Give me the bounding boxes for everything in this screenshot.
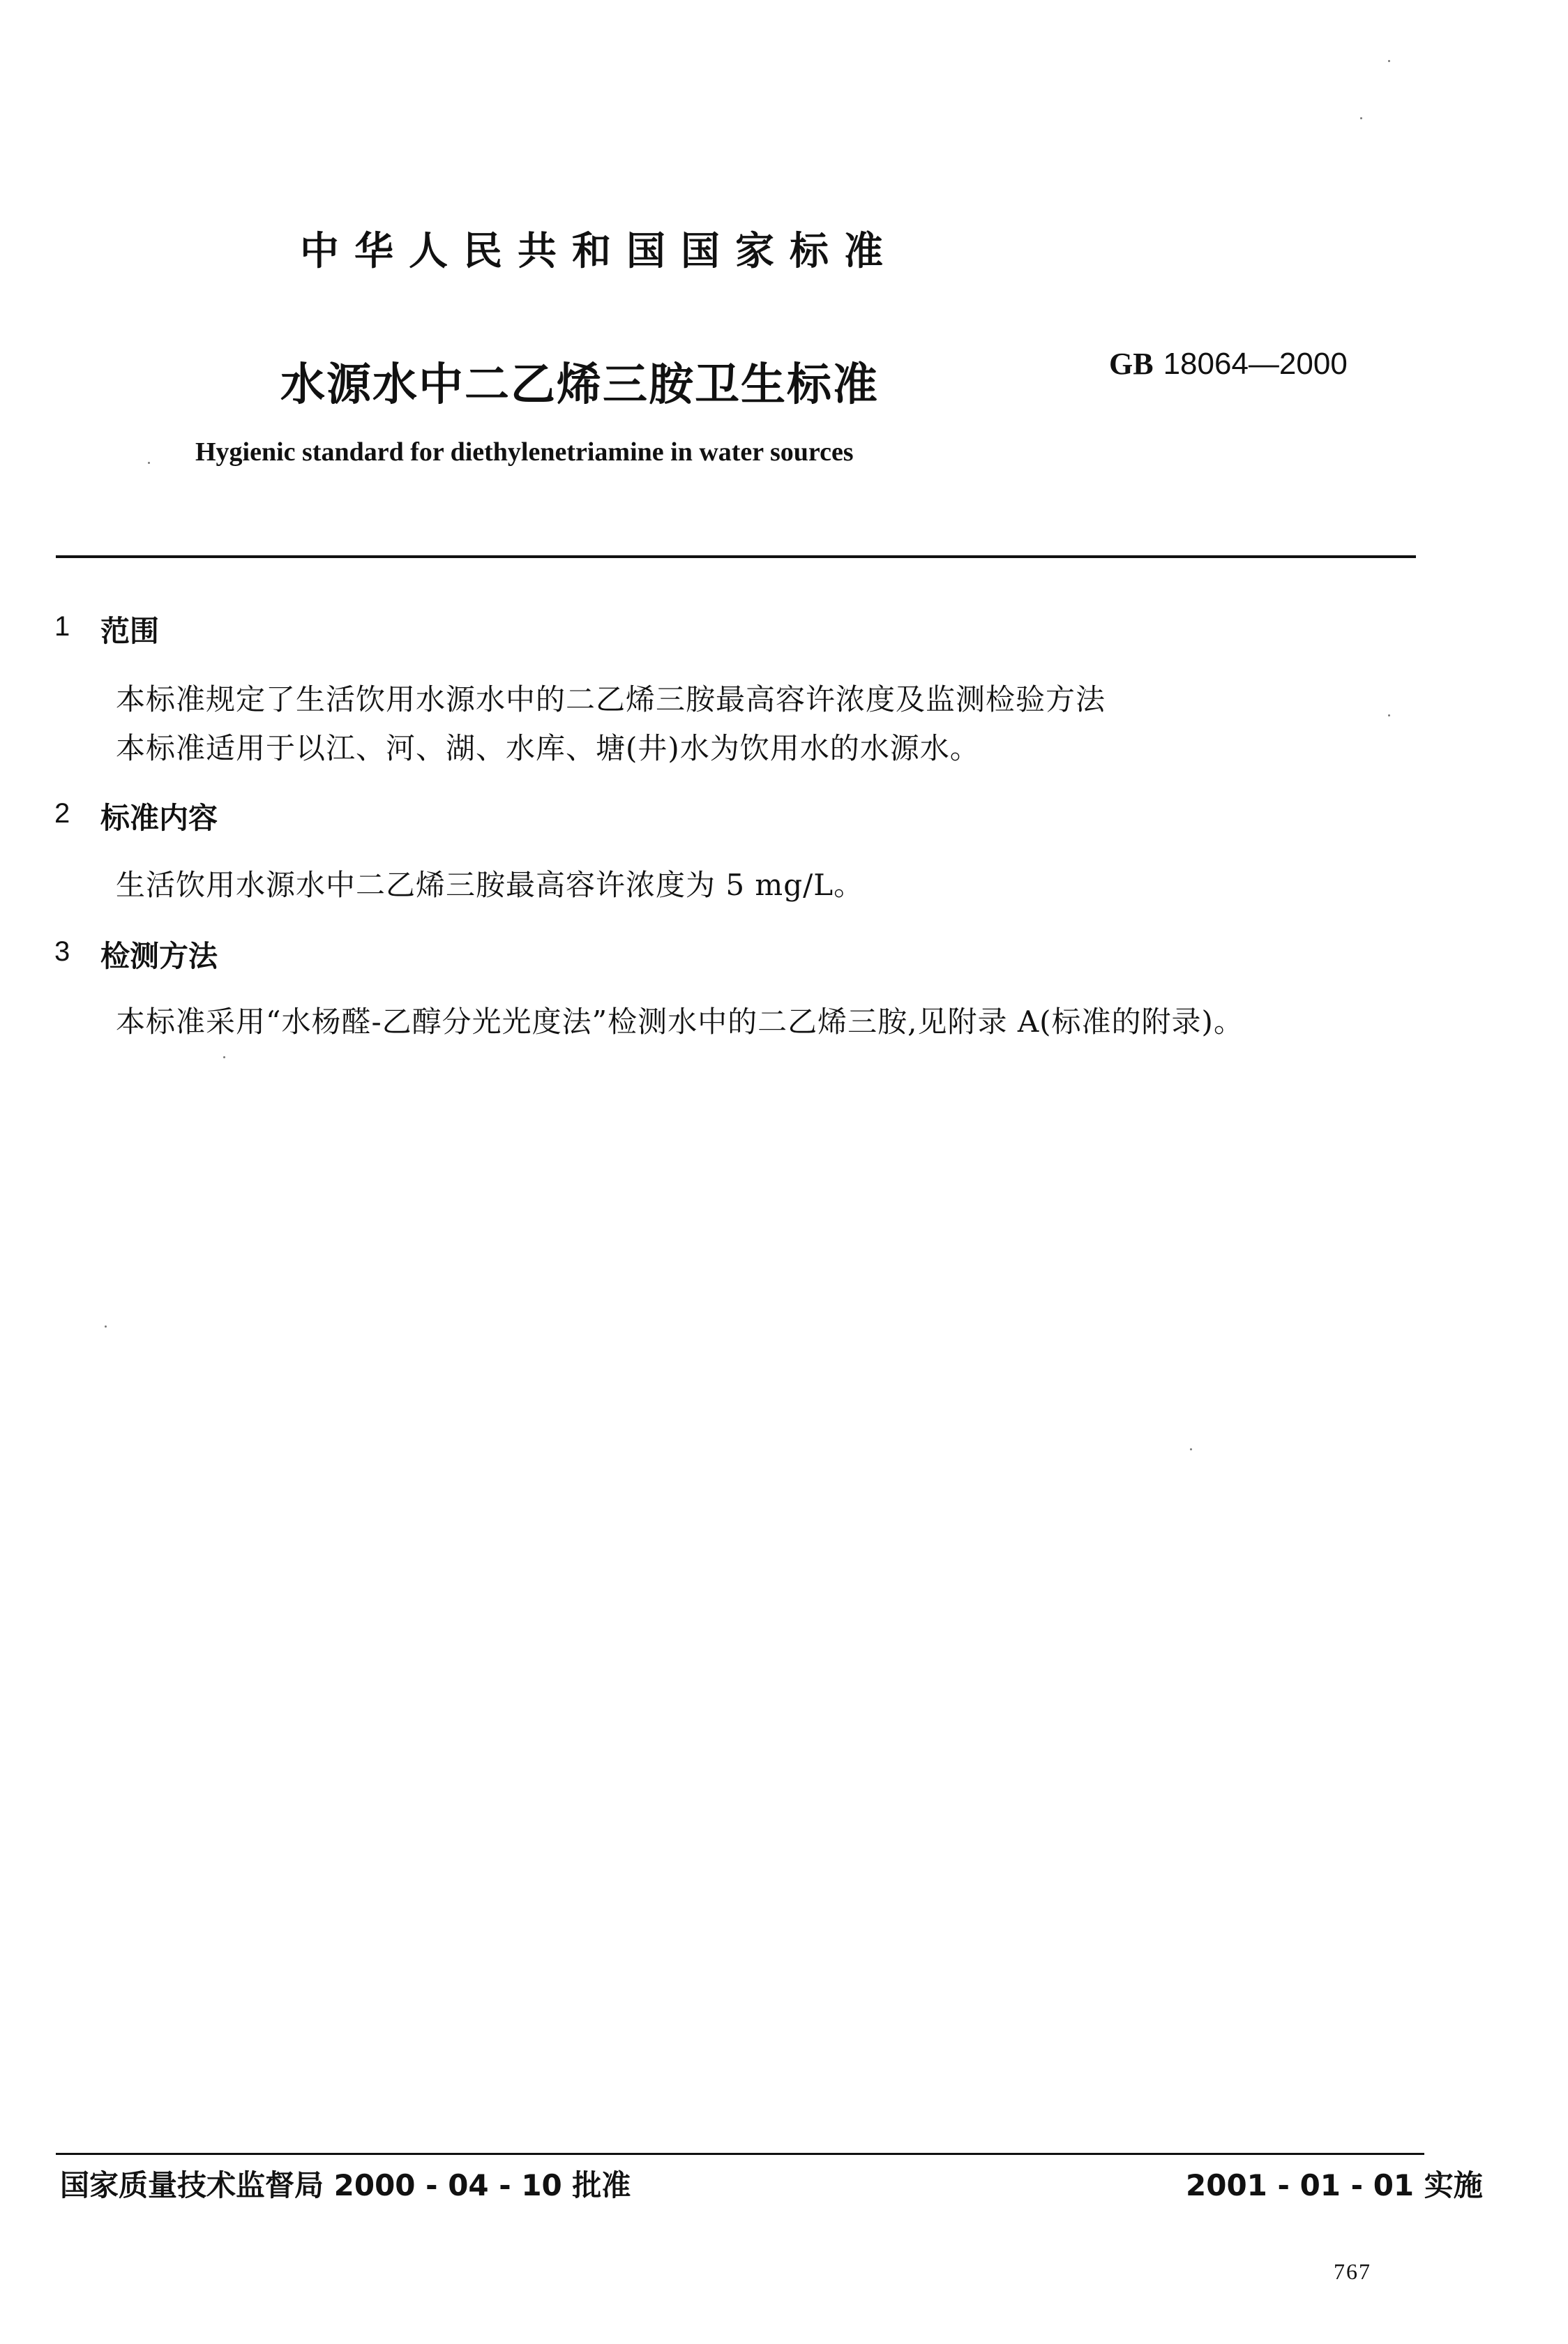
national-standard-heading: 中华人民共和国国家标准 [300,229,898,274]
section-2-paragraph-1: 生活饮用水源水中二乙烯三胺最高容许浓度为 5 mg/L。 [116,868,864,902]
scan-speck [1388,714,1390,716]
footer-divider [56,2153,1424,2155]
page-number: 767 [1334,2259,1371,2284]
standard-title-en: Hygienic standard for diethylenetriamine in water sources [195,437,854,467]
section-1-paragraph-2: 本标准适用于以江、河、湖、水库、塘(井)水为饮用水的水源水。 [116,731,980,765]
scan-speck [105,1325,107,1328]
scan-speck [223,1056,225,1058]
implementation-date: 2001 - 01 - 01 实施 [1186,2168,1483,2202]
section-3-title: 检测方法 [100,939,218,973]
standard-code: 18064—2000 [1163,347,1348,381]
standard-title-cn: 水源水中二乙烯三胺卫生标准 [280,359,879,411]
section-1-paragraph-1: 本标准规定了生活饮用水源水中的二乙烯三胺最高容许浓度及监测检验方法 [116,682,1106,716]
scan-speck [1388,60,1390,62]
section-3-paragraph-1: 本标准采用“水杨醛-乙醇分光光度法”检测水中的二乙烯三胺,见附录 A(标准的附录)。 [116,1005,1244,1039]
scan-speck [1190,1448,1192,1450]
section-1-number: 1 [54,611,70,642]
section-2-title: 标准内容 [100,801,218,835]
header-divider [56,555,1416,558]
scan-speck [1360,117,1362,119]
standard-prefix: GB [1109,347,1154,381]
section-2-number: 2 [54,798,70,829]
standard-number [1109,346,1348,382]
section-1-title: 范围 [100,614,160,648]
approval-info: 国家质量技术监督局 2000 - 04 - 10 批准 [60,2168,631,2202]
scan-speck [148,462,150,464]
section-3-number: 3 [54,936,70,967]
